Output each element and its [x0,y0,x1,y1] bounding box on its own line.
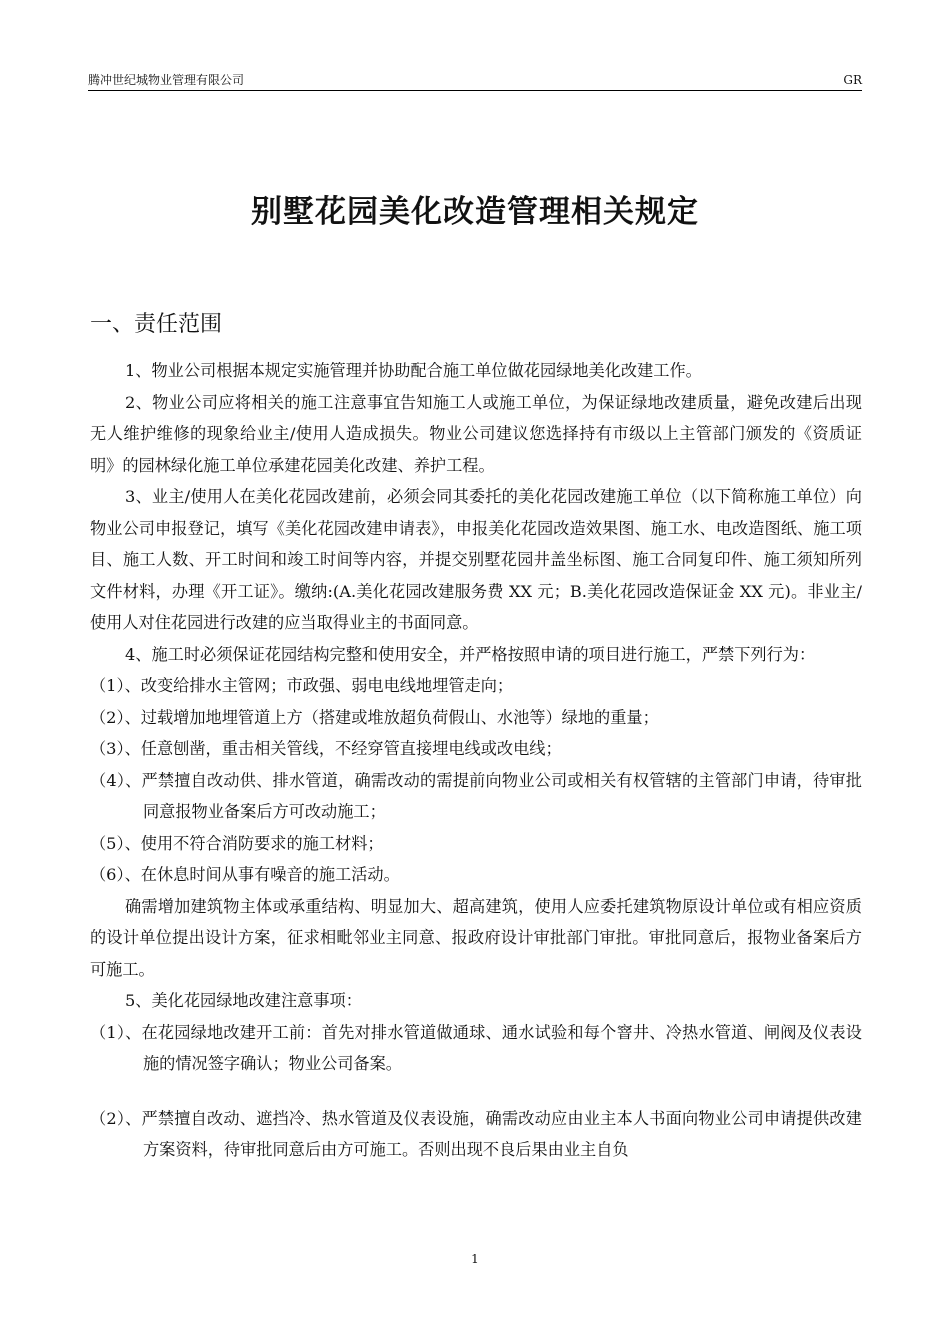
document-code: GR [843,73,862,87]
paragraph-2: 2、物业公司应将相关的施工注意事宜告知施工人或施工单位，为保证绿地改建质量，避免改建后出现无人维护维修的现象给业主/使用人造成损失。物业公司建议您选择持有市级以上主管部门颁发的《资质证明》的园林绿化施工单位承建花园美化改建、养护工程。 [90,392,862,475]
list-item-5-1: （1）、在花园绿地改建开工前：首先对排水管道做通球、通水试验和每个窨井、冷热水管道、闸阀及仪表设施的情况签字确认；物业公司备案。 [90,1022,862,1073]
paragraph-1: 1、物业公司根据本规定实施管理并协助配合施工单位做花园绿地美化改建工作。 [125,361,702,380]
page-number: 1 [471,1252,479,1266]
paragraph-extra: 确需增加建筑物主体或承重结构、明显加大、超高建筑，使用人应委托建筑物原设计单位或有相应资质的设计单位提出设计方案，征求相毗邻业主同意、报政府设计审批部门审批。审批同意后，报物业备案后方可施工。 [90,896,862,979]
list-item-4-2: （2）、过载增加地埋管道上方（搭建或堆放超负荷假山、水池等）绿地的重量； [90,707,659,727]
spacer [90,1080,862,1103]
paragraph-3: 3、业主/使用人在美化花园改建前，必须会同其委托的美化花园改建施工单位（以下简称施工单位）向物业公司申报登记，填写《美化花园改建申请表》，申报美化花园改造效果图、施工水、电改造图纸、施工项目、施工人数、开工时间和竣工时间等内容，并提交别墅花园井盖坐标图、施工合同复印件、施工须知所列文件材料，办理《开工证》。缴纳:(A.美化花园改建服务费 XX 元；B.美化花园改造保证金 XX 元)。非业主/使用人对住花园进行改建的应当取得业主的书面同意。 [90,487,862,632]
list-item-4-1: （1）、改变给排水主管网；市政强、弱电电线地埋管走向； [90,676,514,695]
page-header [88,70,862,91]
section-heading: 一、责任范围 [90,312,223,337]
paragraph-4: 4、施工时必须保证花园结构完整和使用安全，并严格按照申请的项目进行施工，严禁下列行为： [125,644,816,664]
list-item-4-4: （4）、严禁擅自改动供、排水管道，确需改动的需提前向物业公司或相关有权管辖的主管部门申请，待审批同意报物业备案后方可改动施工； [90,770,862,821]
list-item-4-3: （3）、任意刨凿，重击相关管线，不经穿管直接埋电线或改电线； [90,739,562,758]
company-name: 腾冲世纪城物业管理有限公司 [88,73,245,87]
paragraph-5: 5、美化花园绿地改建注意事项： [125,991,362,1010]
list-item-4-5: （5）、使用不符合消防要求的施工材料； [90,833,384,853]
document-body [90,355,862,1166]
list-item-4-6: （6）、在休息时间从事有噪音的施工活动。 [90,865,400,884]
list-item-5-2: （2）、严禁擅自改动、遮挡冷、热水管道及仪表设施，确需改动应由业主本人书面向物业公司申请提供改建方案资料，待审批同意后由方可施工。否则出现不良后果由业主自负 [90,1108,862,1159]
document-title: 别墅花园美化改造管理相关规定 [251,194,699,230]
